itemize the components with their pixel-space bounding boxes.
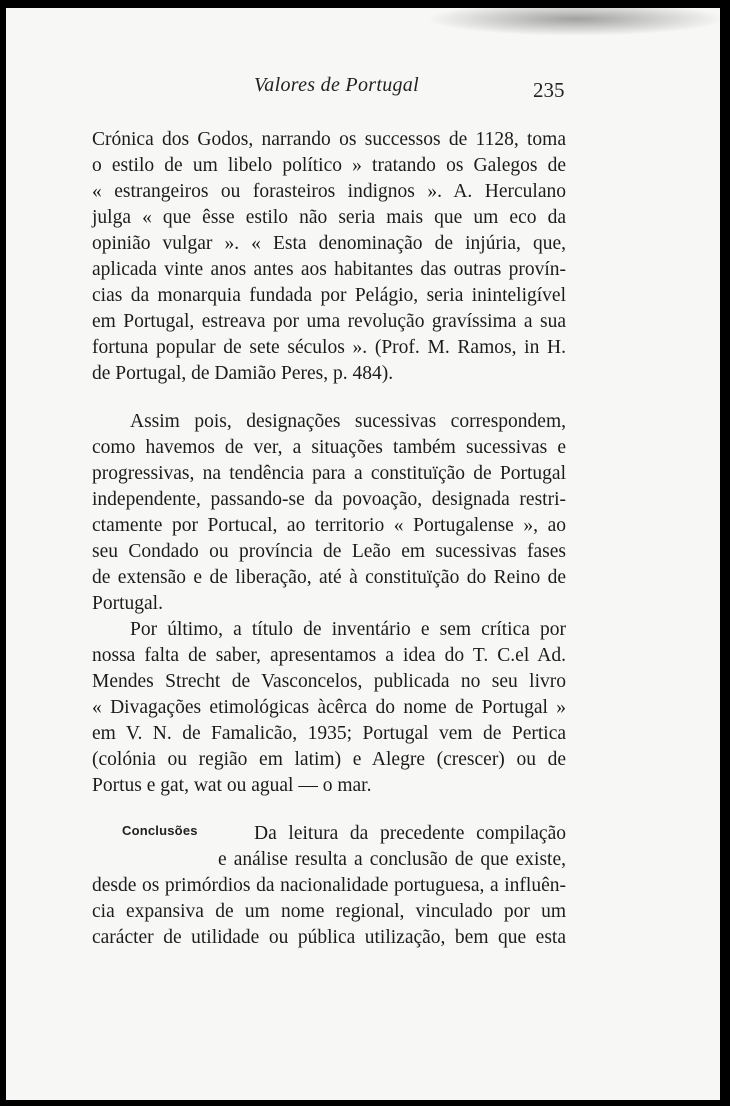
text-line: como havemos de ver, a situações também sucessivas e [92, 437, 566, 458]
text-line: em V. N. de Famalicão, 1935; Portugal vem de Pertica [92, 723, 566, 744]
text-line: Da leitura da precedente compilação [254, 823, 566, 844]
text-line: Mendes Strecht de Vasconcelos, publicada no seu livro [92, 671, 566, 692]
text-line: o estilo de um libelo político » tratando os Galegos de [92, 155, 566, 176]
text-line: e análise resulta a conclusão de que existe, [218, 849, 566, 870]
text-line: progressivas, na tendência para a constituïção de Portugal [92, 463, 566, 484]
text-line: julga « que êsse estilo não seria mais que um eco da [92, 207, 566, 228]
running-title: Valores de Portugal [254, 74, 419, 96]
text-line: (colónia ou região em latim) e Alegre (crescer) ou de [92, 749, 566, 770]
text-line: desde os primórdios da nacionalidade portuguesa, a influên- [92, 875, 566, 896]
text-line: Crónica dos Godos, narrando os successos de 1128, toma [92, 129, 566, 150]
text-line: Portugal. [92, 593, 163, 614]
text-line: seu Condado ou província de Leão em sucessivas fases [92, 541, 566, 562]
text-line: de Portugal, de Damião Peres, p. 484). [92, 363, 394, 384]
text-line: fortuna popular de sete séculos ». (Prof. M. Ramos, in H. [92, 337, 566, 358]
text-line: cias da monarquia fundada por Pelágio, seria ininteligível [92, 285, 566, 306]
text-line: « Divagações etimológicas àcêrca do nome de Portugal » [92, 697, 566, 718]
side-heading: Conclusões [122, 823, 198, 838]
text-line: carácter de utilidade ou pública utilização, bem que esta [92, 927, 566, 948]
text-line: Assim pois, designações sucessivas correspondem, [130, 411, 566, 432]
text-line: em Portugal, estreava por uma revolução gravíssima a sua [92, 311, 566, 332]
text-line: opinião vulgar ». « Esta denominação de injúria, que, [92, 233, 566, 254]
text-line: de extensão e de liberação, até à constituïção do Reino de [92, 567, 566, 588]
text-line: independente, passando-se da povoação, designada restri- [92, 489, 566, 510]
text-line: cia expansiva de um nome regional, vinculado por um [92, 901, 566, 922]
text-line: aplicada vinte anos antes aos habitantes das outras provín- [92, 259, 566, 280]
text-line: Por último, a título de inventário e sem crítica por [130, 619, 566, 640]
page-number: 235 [533, 78, 565, 102]
text-line: nossa falta de saber, apresentamos a idea do T. C.el Ad. [92, 645, 566, 666]
book-page [6, 8, 720, 1100]
text-line: Portus e gat, wat ou agual — o mar. [92, 775, 372, 796]
text-line: ctamente por Portucal, ao territorio « Portugalense », ao [92, 515, 566, 536]
text-line: « estrangeiros ou forasteiros indignos ». A. Herculano [92, 181, 566, 202]
